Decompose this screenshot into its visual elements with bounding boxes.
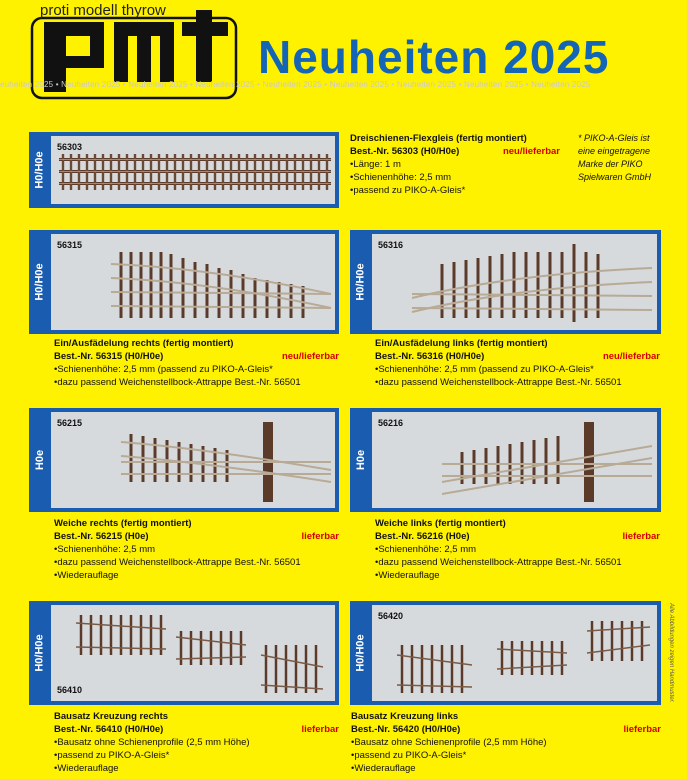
header-ticker: euheiten 2025 • Neuheiten 2025 • Neuheiten 2025 • Neuheiten 2025 • Neuheiten 2025 • Neuheiten 2025 • Neuheiten 2025 • Neuheiten 2025 • Neuheiten 2025 [0,80,591,89]
bullet-item: • passend zu PIKO-A-Gleis* [350,184,560,197]
turnout-image [372,234,657,330]
bullet-item: • passend zu PIKO-A-Gleis* [351,749,661,762]
product-panel-56216 [350,408,661,512]
status-badge: lieferbar [301,531,339,542]
order-number: Best.-Nr. 56410 (H0/H0e) [54,724,164,735]
order-number: Best.-Nr. 56316 (H0/H0e) [375,351,485,362]
bullet-item: • passend zu PIKO-A-Gleis* [54,749,339,762]
bullet-item: • Schienenhöhe: 2,5 mm [375,543,660,556]
status-badge: neu/lieferbar [602,351,660,362]
crossing-kit-image [51,605,335,701]
product-title: Weiche rechts (fertig montiert) [54,518,192,529]
order-number: Best.-Nr. 56215 (H0e) [54,531,149,542]
scale-label: H0/H0e [355,263,368,301]
bullet-item: • Schienenhöhe: 2,5 mm (passend zu PIKO-A-Gleis* [375,363,660,376]
bullet-item: • dazu passend Weichenstellbock-Attrappe Best.-Nr. 56501 [54,376,339,389]
product-panel-56215 [29,408,339,512]
product-number: 56316 [378,240,404,250]
product-panel-56410 [29,601,339,705]
product-text-56215 [54,517,339,582]
bullet-item: • Schienenhöhe: 2,5 mm [54,543,339,556]
scale-label: H0/H0e [355,634,368,672]
product-number: 56303 [57,142,83,152]
product-number: 56420 [378,611,404,621]
scale-label: H0/H0e [34,263,47,301]
order-number: Best.-Nr. 56216 (H0e) [375,531,470,542]
product-number: 56315 [57,240,83,250]
bullet-item: • Länge: 1 m [350,158,560,171]
logo-tagline: proti modell thyrow [40,2,166,19]
product-number: 56410 [57,685,83,695]
product-title: Bausatz Kreuzung links [351,711,459,722]
product-text-56216 [375,517,660,582]
bullet-item: • Bausatz ohne Schienenprofile (2,5 mm Höhe) [54,736,339,749]
product-title: Weiche links (fertig montiert) [375,518,506,529]
turnout-image [372,412,657,508]
flex-track-image [51,136,335,204]
product-photo [372,412,657,508]
product-panel-56316 [350,230,661,334]
product-title: Ein/Ausfädelung rechts (fertig montiert) [54,338,234,349]
product-photo [372,234,657,330]
product-title: Ein/Ausfädelung links (fertig montiert) [375,338,548,349]
product-panel-56303 [29,132,339,208]
product-photo [51,234,335,330]
bullet-item: • Schienenhöhe: 2,5 mm [350,171,560,184]
bullet-item: • Wiederauflage [375,569,660,582]
order-number: Best.-Nr. 56303 (H0/H0e) [350,146,460,157]
scale-label: H0e [34,449,46,471]
bullet-item: • Wiederauflage [351,762,661,775]
bullet-item: • dazu passend Weichenstellbock-Attrappe Best.-Nr. 56501 [375,556,660,569]
product-title: Bausatz Kreuzung rechts [54,711,169,722]
product-text-56420 [351,710,661,775]
bullet-item: • dazu passend Weichenstellbock-Attrappe Best.-Nr. 56501 [375,376,660,389]
scale-label: H0/H0e [34,634,47,672]
bullet-item: • Bausatz ohne Schienenprofile (2,5 mm Höhe) [351,736,661,749]
product-panel-56315 [29,230,339,334]
status-badge: lieferbar [622,531,660,542]
crossing-kit-image [372,605,657,701]
product-text-56316 [375,337,660,389]
product-photo [51,605,335,701]
status-badge: lieferbar [301,724,339,735]
status-badge: lieferbar [623,724,661,735]
product-number: 56216 [378,418,404,428]
scale-label: H0/H0e [34,151,47,189]
status-badge: neu/lieferbar [281,351,339,362]
product-title: Dreischienen-Flexgleis (fertig montiert) [350,133,527,144]
turnout-image [51,234,335,330]
turnout-image [51,412,335,508]
product-text-56315 [54,337,339,389]
order-number: Best.-Nr. 56315 (H0/H0e) [54,351,164,362]
product-photo [51,136,335,204]
product-panel-56420 [350,601,661,705]
scale-label: H0e [355,449,367,471]
product-text-56303 [350,132,560,197]
page-title: Neuheiten 2025 [258,31,610,83]
bullet-item: • dazu passend Weichenstellbock-Attrappe Best.-Nr. 56501 [54,556,339,569]
status-badge: neu/lieferbar [502,146,560,157]
order-number: Best.-Nr. 56420 (H0/H0e) [351,724,461,735]
bullet-item: • Wiederauflage [54,569,339,582]
bullet-item: • Wiederauflage [54,762,339,775]
product-photo [372,605,657,701]
product-text-56410 [54,710,339,775]
product-photo [51,412,335,508]
trademark-note: * PIKO-A-Gleis ist eine eingetragene Marke der PIKO Spielwaren GmbH [578,133,652,182]
image-disclaimer: Alle Abbildungen zeigen Handmuster. [667,603,674,703]
product-number: 56215 [57,418,83,428]
bullet-item: • Schienenhöhe: 2,5 mm (passend zu PIKO-A-Gleis* [54,363,339,376]
